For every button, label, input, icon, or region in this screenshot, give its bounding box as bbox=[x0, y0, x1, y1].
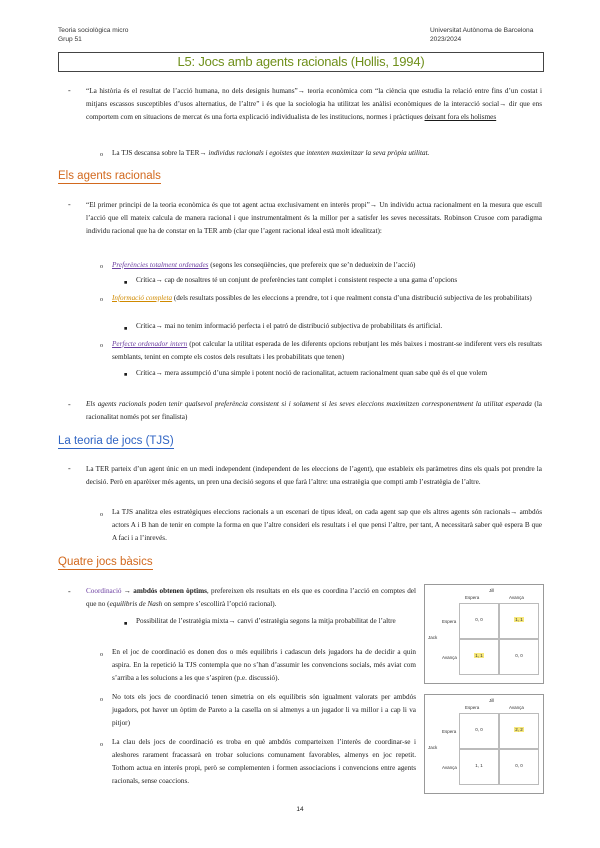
item-1-text: (segons les conseqüències, que prefereix que se’n dedueixin de l’acció) bbox=[210, 261, 416, 269]
header-left bbox=[58, 26, 128, 44]
section-heading-games: Quatre jocs bàsics bbox=[58, 556, 153, 568]
matrix-col-1: Espera bbox=[465, 705, 480, 710]
coord-point-1: En el joc de coordinació es donen dos o més equilibris i cadascun dels jugadors ha de decidir a quin aspira. En la repetició la TJS contempla que no s’han d’assumir les convencions socials, més aviat com s’arriba a les solucions a les que s’aspiren (p.e. discussió). bbox=[112, 648, 416, 682]
bullet-dash: - bbox=[68, 86, 71, 95]
matrix-row-1: Espera bbox=[442, 729, 457, 734]
tjs-sub-a: La TJS analitza eles estratègiques eleccions racionals a un escenari de tipus ideal, on cada agent sap que els altres agents són racionals bbox=[112, 508, 511, 516]
section-heading-tjs: La teoria de jocs (TJS) bbox=[58, 435, 174, 447]
intro-sub-b: individus racionals i egoistes que intenten maximitzar la seva pròpia utilitat. bbox=[208, 149, 430, 157]
matrix-player-side: Jack bbox=[428, 745, 438, 750]
cell-value: 0, 0 bbox=[475, 616, 483, 622]
crit-text: mera assumpció d’una simple i potent noció de racionalitat, actuem racionalment quan sabe què és el que volem bbox=[164, 369, 488, 377]
term-coordination: Coordinació bbox=[86, 587, 122, 595]
coord-paragraph: Coordinació → ambdós obtenen òptims, prefereixen els resultats en els que es coordina l’acció en comptes del que no (equilibris de Nash on sempre s’escollirà l’opció racional). bbox=[86, 587, 416, 608]
agents-crit-1: Crítica→ cap de nosaltres té un conjunt de preferències tant complet i consistent respecte a una gama d’opcions bbox=[136, 276, 458, 284]
agents-item-3 bbox=[112, 338, 542, 364]
bullet-circle: o bbox=[100, 343, 103, 349]
agents-item-1 bbox=[112, 259, 542, 272]
matrix-player-top: Jill bbox=[489, 588, 495, 593]
term-information: Informació completa bbox=[112, 294, 173, 302]
bullet-circle: o bbox=[100, 652, 103, 658]
tjs-sub: La TJS analitza eles estratègiques eleccions racionals a un escenari de tipus ideal, on cada agent sap que els altres agents són racionals→ ambdós actors A i B han de tenir en compte la forma en que l’altre consideri els resultats i el que pensi l’altre, per tant, A necessitarà saber què espera B que A faci i a l’inrevés. bbox=[112, 508, 542, 542]
matrix-col-2: Avança bbox=[509, 705, 524, 710]
mixed-label: Possibilitat de l’estratègia mixta bbox=[136, 617, 229, 625]
crit-text: mai no tenim informació perfecta i el patró de distribució subjectiva de probabilitats és artificial. bbox=[164, 322, 443, 330]
agents-crit-2: Crítica→ mai no tenim informació perfecta i el patró de distribució subjectiva de probabilitats és artificial. bbox=[136, 322, 443, 330]
crit-label: Crítica bbox=[136, 322, 156, 330]
payoff-matrix-2 bbox=[424, 694, 544, 794]
crit-label: Crítica bbox=[136, 276, 156, 284]
coord-bold: ambdós obtenen òptims bbox=[133, 587, 207, 595]
matrix-cell bbox=[459, 603, 499, 639]
matrix-row-2: Avança bbox=[442, 765, 457, 770]
item-3-text: (pot calcular la utilitat esperada de les diferents opcions rebutjant les més baixes i mostrant-se indiferent vers els resultats semblants, tenint en compte els costos dels resultats i les probabilitats que tenen) bbox=[112, 340, 542, 361]
coord-point-3: La clau dels jocs de coordinació es troba en què ambdós comparteixen l’interès de coordinar-se i aleshores rarament fracassarà en trobar solucions comunament favorables, almenys en joc repetit. Tothom actua en interès propi, però se complementen i formen associacions i convencions entre agents racionals, sense coaccions. bbox=[112, 738, 416, 785]
intro-text-b: teoria econòmica com “la ciència que estudia la relació entre fins d’un costat i mitjans escassos susceptibles d’usos alternatius, de l’altre” i és que la sociologia ha utilitzat les anàlisi econòmiques de la interacció social bbox=[86, 87, 543, 108]
course-name: Teoria sociològica micro bbox=[58, 27, 129, 34]
intro-sub-a: La TJS descansa sobre la TER bbox=[112, 149, 200, 157]
page-number: 14 bbox=[296, 806, 304, 813]
crit-text: cap de nosaltres té un conjunt de preferències tant complet i consistent respecte a una gama d’opcions bbox=[164, 276, 458, 284]
bullet-dash: - bbox=[68, 587, 71, 596]
group-name: Grup 51 bbox=[58, 36, 82, 43]
agents-quote: “El primer principi de la teoria econòmica és que tot agent actua exclusivament en interès propi” bbox=[86, 201, 370, 209]
page-title: L5: Jocs amb agents racionals (Hollis, 1994) bbox=[58, 52, 544, 72]
cell-value-highlight: 1, 1 bbox=[515, 616, 523, 622]
coord-nash: equilibris de Nash bbox=[109, 600, 163, 608]
agents-item-2 bbox=[112, 292, 542, 305]
matrix-cell bbox=[459, 639, 499, 675]
matrix-col-1: Espera bbox=[465, 595, 480, 600]
coord-mixed: Possibilitat de l’estratègia mixta→ canvi d’estratègia segons la mitja probabilitat de l’altre bbox=[136, 617, 396, 625]
bullet-dash: - bbox=[68, 400, 71, 409]
matrix-row-1: Espera bbox=[442, 619, 457, 624]
bullet-circle: o bbox=[100, 742, 103, 748]
agents-closing-italic: Els agents racionals poden tenir qualsevol preferència consistent si i solament si les seves eleccions maximitzen corresponentment la utilitat esperada bbox=[86, 400, 532, 408]
mixed-text: canvi d’estratègia segons la mitja probabilitat de l’altre bbox=[237, 617, 396, 625]
matrix-row-2: Avança bbox=[442, 655, 457, 660]
cell-value: 0, 0 bbox=[515, 762, 523, 768]
bullet-circle: o bbox=[100, 697, 103, 703]
header-right bbox=[430, 26, 533, 44]
bullet-square: ■ bbox=[124, 326, 128, 332]
payoff-matrix-1 bbox=[424, 584, 544, 684]
section-heading-agents: Els agents racionals bbox=[58, 170, 161, 182]
item-2-text: (dels resultats possibles de les eleccions a prendre, tot i que realment consta d’una distribució subjectiva de les probabilitats) bbox=[173, 294, 532, 302]
coord-text: , prefereixen els resultats en els que es coordina l’acció en comptes del que no ( bbox=[86, 587, 416, 608]
bullet-circle: o bbox=[100, 264, 103, 270]
matrix-cell bbox=[499, 639, 539, 675]
matrix-col-2: Avança bbox=[509, 595, 524, 600]
cell-value: 1, 1 bbox=[475, 762, 483, 768]
intro-underlined: deixant fora els holismes bbox=[424, 113, 497, 121]
matrix-cell bbox=[499, 603, 539, 639]
bullet-circle: o bbox=[100, 297, 103, 303]
coord-point-2: No tots els jocs de coordinació tenen simetria on els equilibris són igualment valorats per ambdós jugadors, pot haver un òptim de Pareto a la casella on si almenys a un jugador li va millor i a cap li va pitjor) bbox=[112, 693, 416, 727]
bullet-circle: o bbox=[100, 152, 103, 158]
bullet-square: ■ bbox=[124, 621, 128, 627]
matrix-cell bbox=[499, 713, 539, 749]
matrix-cell bbox=[459, 713, 499, 749]
intro-paragraph: “La història és el resultat de l’acció humana, no dels designis humans”→ teoria econòmica com “la ciència que estudia la relació entre fins d’un costat i mitjans escassos susceptibles d’usos alternatius, de l’altre” i és que la sociologia ha utilitzat les anàlisi econòmiques de la interacció social→ dir que ens comportem com en situacions de mercat és una forta explicació individualista de les institucions, normes i pràctiques deixant fora els holismes bbox=[86, 87, 543, 121]
bullet-square: ■ bbox=[124, 372, 128, 378]
bullet-square: ■ bbox=[124, 280, 128, 286]
cell-value: 0, 0 bbox=[475, 726, 483, 732]
bullet-circle: o bbox=[100, 512, 103, 518]
bullet-dash: - bbox=[68, 200, 71, 209]
agents-closing-text: (la racionalitat només pot ser finalista) bbox=[86, 400, 543, 421]
coord-text-2: on sempre s’escollirà l’opció racional). bbox=[162, 600, 277, 608]
bullet-dash: - bbox=[68, 464, 71, 473]
agents-crit-3: Crítica→ mera assumpció d’una simple i potent noció de racionalitat, actuem racionalment quan sabe què és el que volem bbox=[136, 369, 488, 377]
term-orderer: Perfecte ordenador intern bbox=[112, 340, 188, 348]
tjs-sub-b: ambdós actors A i B han de tenir en compte la forma en que l’altre consideri els resultats i el que pensi l’altre, per tant, A necessitarà saber què espera B que A faci i a l’inrevés. bbox=[112, 508, 542, 542]
agents-closing bbox=[86, 398, 542, 424]
intro-quote: “La història és el resultat de l’acció humana, no dels designis humans” bbox=[86, 87, 298, 95]
university-name: Universitat Autònoma de Barcelona bbox=[430, 27, 534, 34]
cell-value: 0, 0 bbox=[515, 652, 523, 658]
tjs-paragraph: La TER parteix d’un agent únic en un medi independent (independent de les eleccions de l’agent), que estableix els paràmetres dins els quals pot prendre la decisió. Però en aparèixer més agents, un pren una decisió segons el que farà l’altre: una estratègia que compti amb l’estratègia de l’altre. bbox=[86, 465, 542, 486]
academic-year: 2023/2024 bbox=[430, 36, 462, 43]
cell-value-highlight: 1, 1 bbox=[475, 652, 483, 658]
term-preferences: Preferències totalment ordenades bbox=[112, 261, 209, 269]
matrix-cell bbox=[499, 749, 539, 785]
crit-label: Crítica bbox=[136, 369, 156, 377]
matrix-cell bbox=[459, 749, 499, 785]
matrix-player-side: Jack bbox=[428, 635, 438, 640]
cell-value-highlight: 2, 2 bbox=[515, 726, 523, 732]
agents-paragraph: “El primer principi de la teoria econòmica és que tot agent actua exclusivament en interès propi”→ Un individu actua racionalment en la mesura que escull l’acció que ell mateix calcula de manera racional i que instrumentalment és la millor per a satisfer les seves necessitats. Robinson Crusoe com paradigma individu racional que ha de constar en la TER amb (clar que l’agent racional ideal està molt idealitzat): bbox=[86, 201, 542, 235]
intro-sub: La TJS descansa sobre la TER→ individus racionals i egoistes que intenten maximitzar la seva pròpia utilitat. bbox=[112, 149, 430, 157]
matrix-player-top: Jill bbox=[489, 698, 495, 703]
agents-text: Un individu actua racionalment en la mesura que escull l’acció que ell mateix calcula de manera racional i que instrumentalment és la millor per a satisfer les seves necessitats. Robinson Crusoe com paradigma individu racional que ha de constar en la TER amb (clar que l’agent racional ideal està molt idealitzat): bbox=[86, 201, 542, 235]
intro-text-c: dir que ens comportem com en situacions de mercat és una forta explicació individualista de les institucions, normes i pràctiques bbox=[86, 100, 543, 121]
